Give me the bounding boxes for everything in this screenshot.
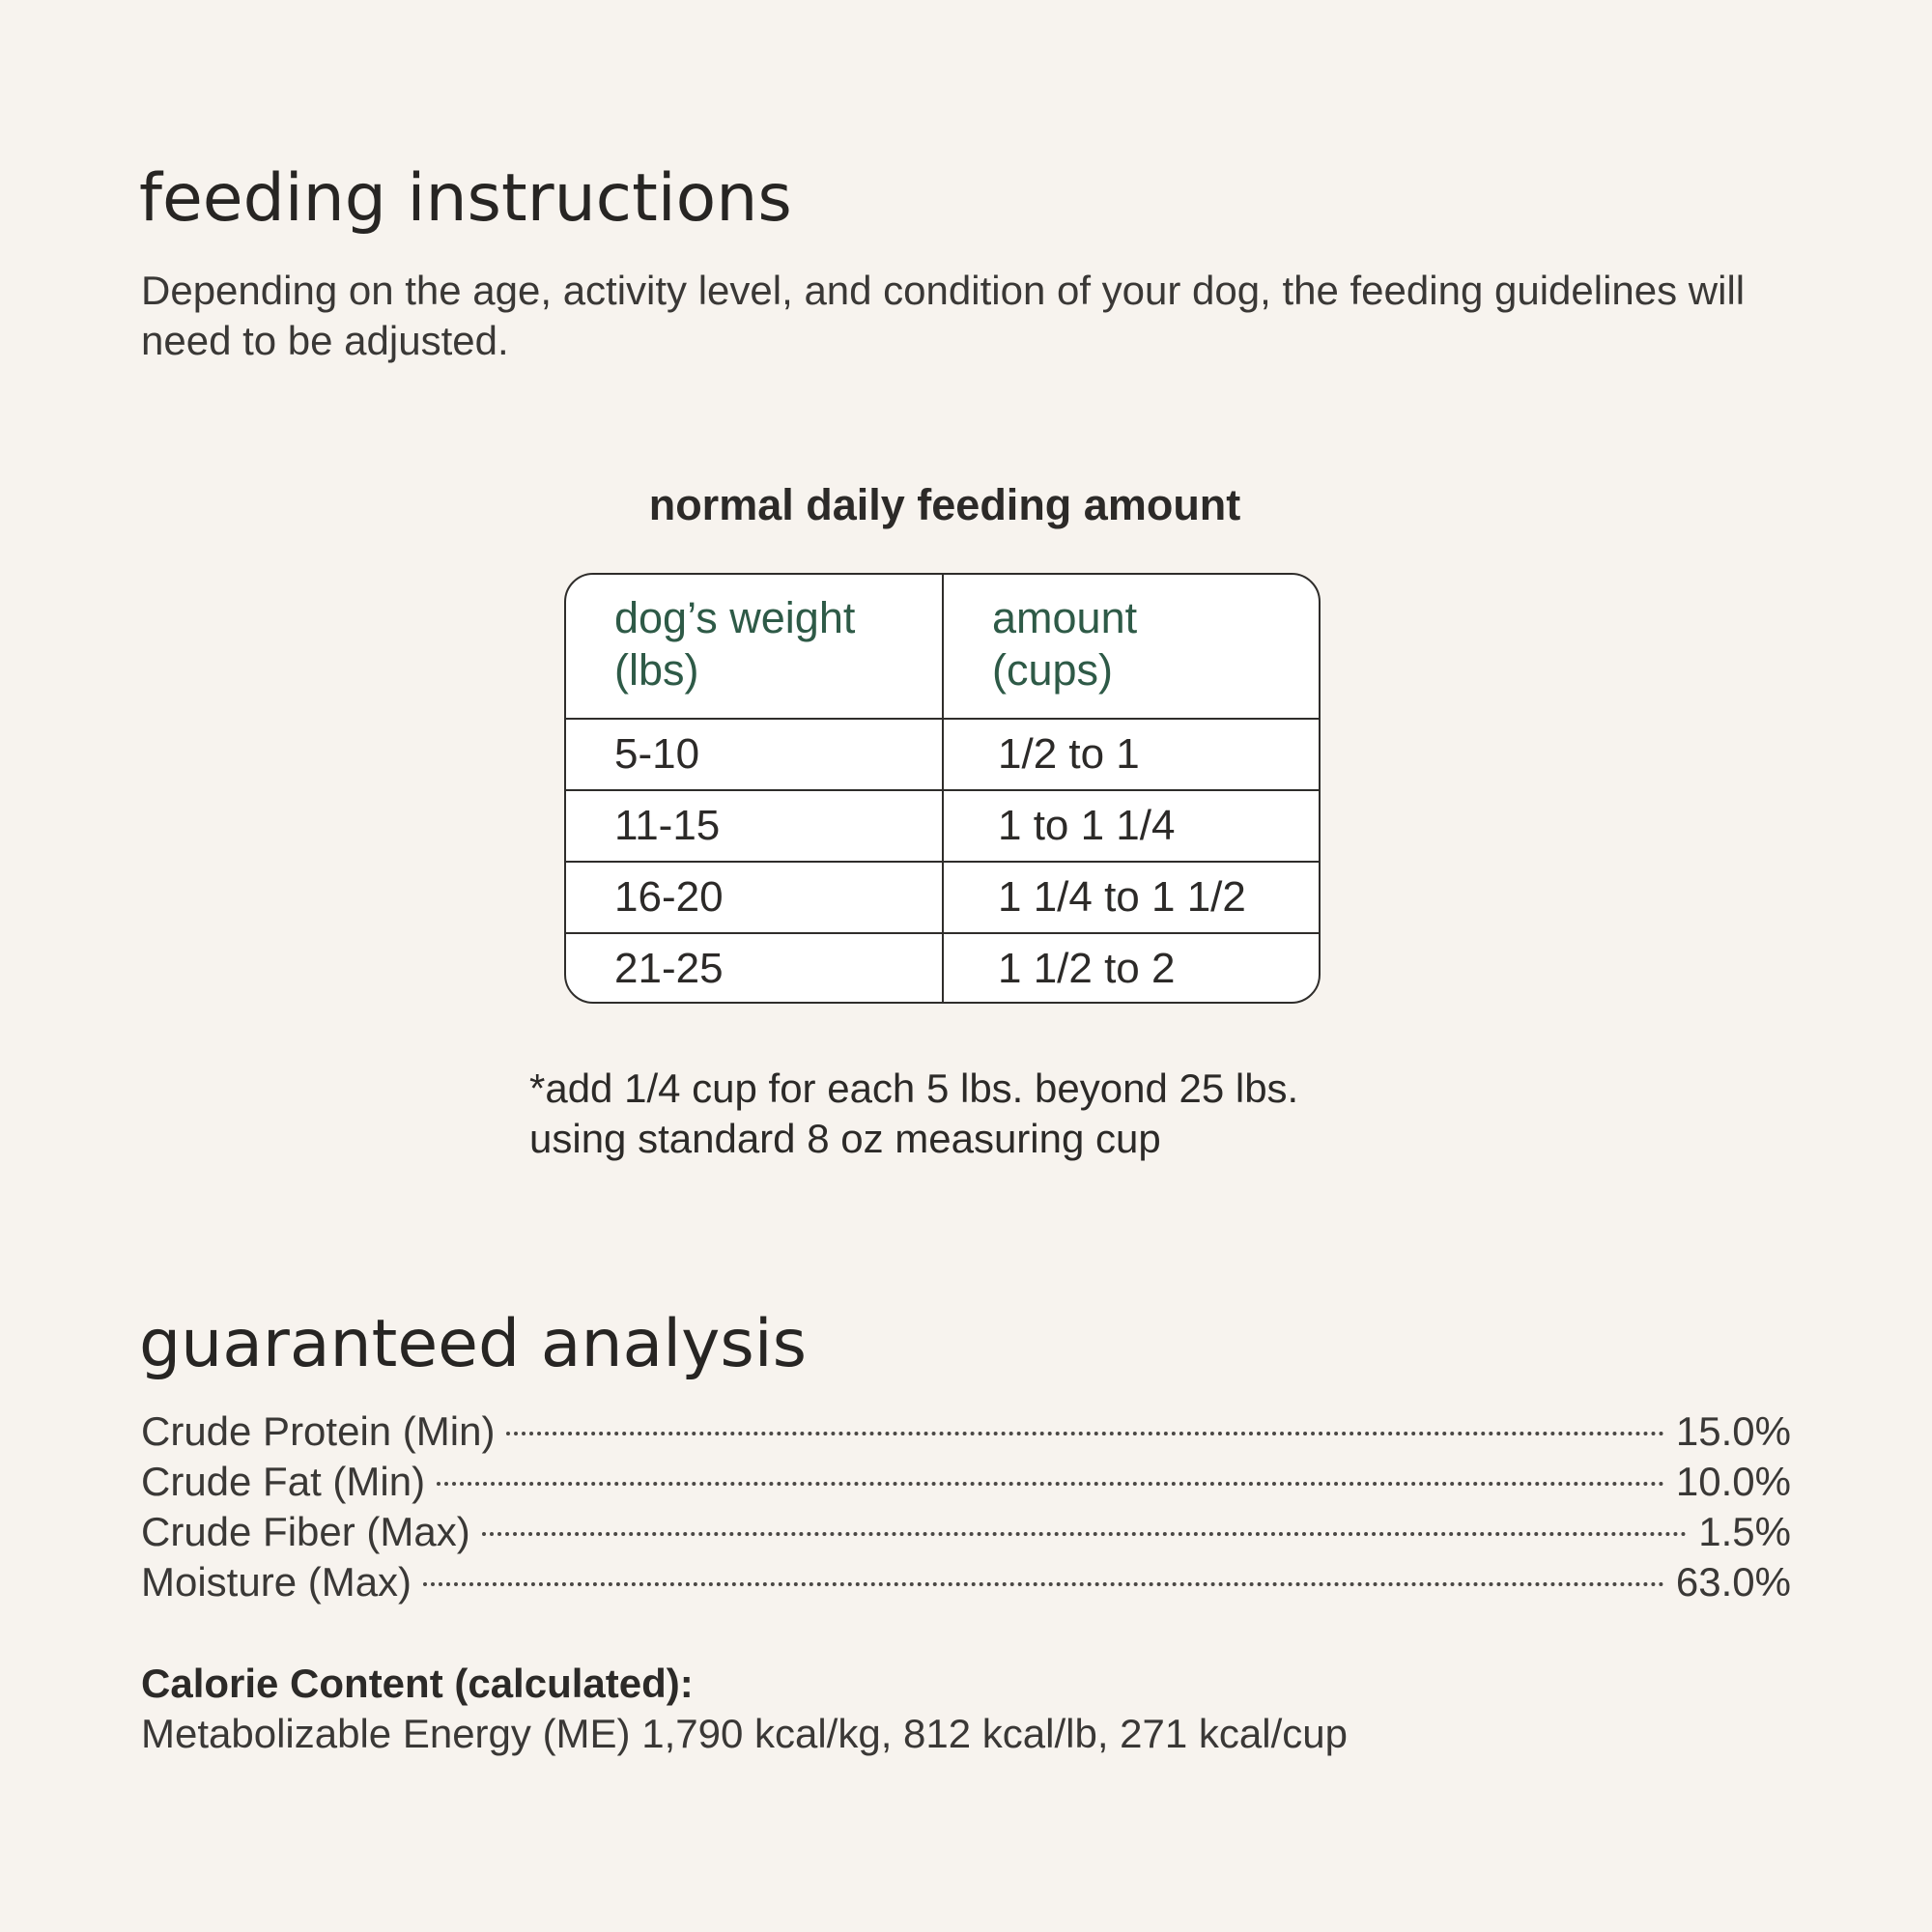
weight-column-header	[566, 575, 944, 718]
amount-header-line-2: (cups)	[992, 645, 1114, 695]
dotted-leader	[482, 1532, 1688, 1536]
list-item	[141, 1507, 1791, 1557]
feeding-table-header-row	[566, 575, 1319, 720]
calorie-content-title: Calorie Content (calculated):	[141, 1661, 694, 1706]
feeding-intro-text: Depending on the age, activity level, and condition of your dog, the feeding guidelines will need to be adjusted.	[141, 268, 1746, 363]
analysis-label: Moisture (Max)	[141, 1559, 412, 1605]
analysis-list	[141, 1406, 1791, 1607]
amount-cell: 1 to 1 1/4	[998, 802, 1176, 849]
table-row	[566, 720, 1319, 791]
list-item	[141, 1557, 1791, 1607]
table-row	[566, 791, 1319, 863]
amount-column-header	[944, 575, 1319, 718]
dotted-leader	[437, 1482, 1664, 1486]
weight-cell: 5-10	[566, 720, 944, 789]
dotted-leader	[423, 1582, 1664, 1586]
amount-cell: 1 1/2 to 2	[998, 945, 1176, 992]
footnote-line-2: using standard 8 oz measuring cup	[529, 1116, 1161, 1161]
weight-cell: 16-20	[566, 863, 944, 932]
calorie-content-body: Metabolizable Energy (ME) 1,790 kcal/kg, 812 kcal/lb, 271 kcal/cup	[141, 1711, 1348, 1756]
list-item	[141, 1406, 1791, 1457]
footnote-line-1: *add 1/4 cup for each 5 lbs. beyond 25 lbs.	[529, 1065, 1299, 1111]
analysis-label: Crude Fiber (Max)	[141, 1509, 470, 1554]
weight-cell: 21-25	[566, 934, 944, 1004]
feeding-instructions-heading: feeding instructions	[139, 160, 792, 237]
calorie-content	[141, 1659, 1348, 1759]
amount-cell: 1/2 to 1	[998, 730, 1140, 778]
weight-cell: 11-15	[566, 791, 944, 861]
analysis-value: 10.0%	[1675, 1459, 1791, 1504]
guaranteed-analysis-heading: guaranteed analysis	[139, 1306, 808, 1382]
amount-header-line-1: amount	[992, 593, 1138, 642]
feeding-table-title: normal daily feeding amount	[648, 480, 1241, 529]
feeding-footnote	[529, 1064, 1298, 1164]
list-item	[141, 1457, 1791, 1507]
analysis-value: 15.0%	[1675, 1408, 1791, 1454]
analysis-value: 1.5%	[1698, 1509, 1791, 1554]
analysis-label: Crude Protein (Min)	[141, 1408, 496, 1454]
weight-header-line-2: (lbs)	[614, 645, 699, 695]
dotted-leader	[506, 1432, 1663, 1435]
table-row	[566, 934, 1319, 1004]
weight-header-line-1: dog’s weight	[614, 593, 856, 642]
feeding-table	[564, 573, 1321, 1004]
table-row	[566, 863, 1319, 934]
amount-cell: 1 1/4 to 1 1/2	[998, 873, 1246, 921]
analysis-value: 63.0%	[1675, 1559, 1791, 1605]
analysis-label: Crude Fat (Min)	[141, 1459, 426, 1504]
